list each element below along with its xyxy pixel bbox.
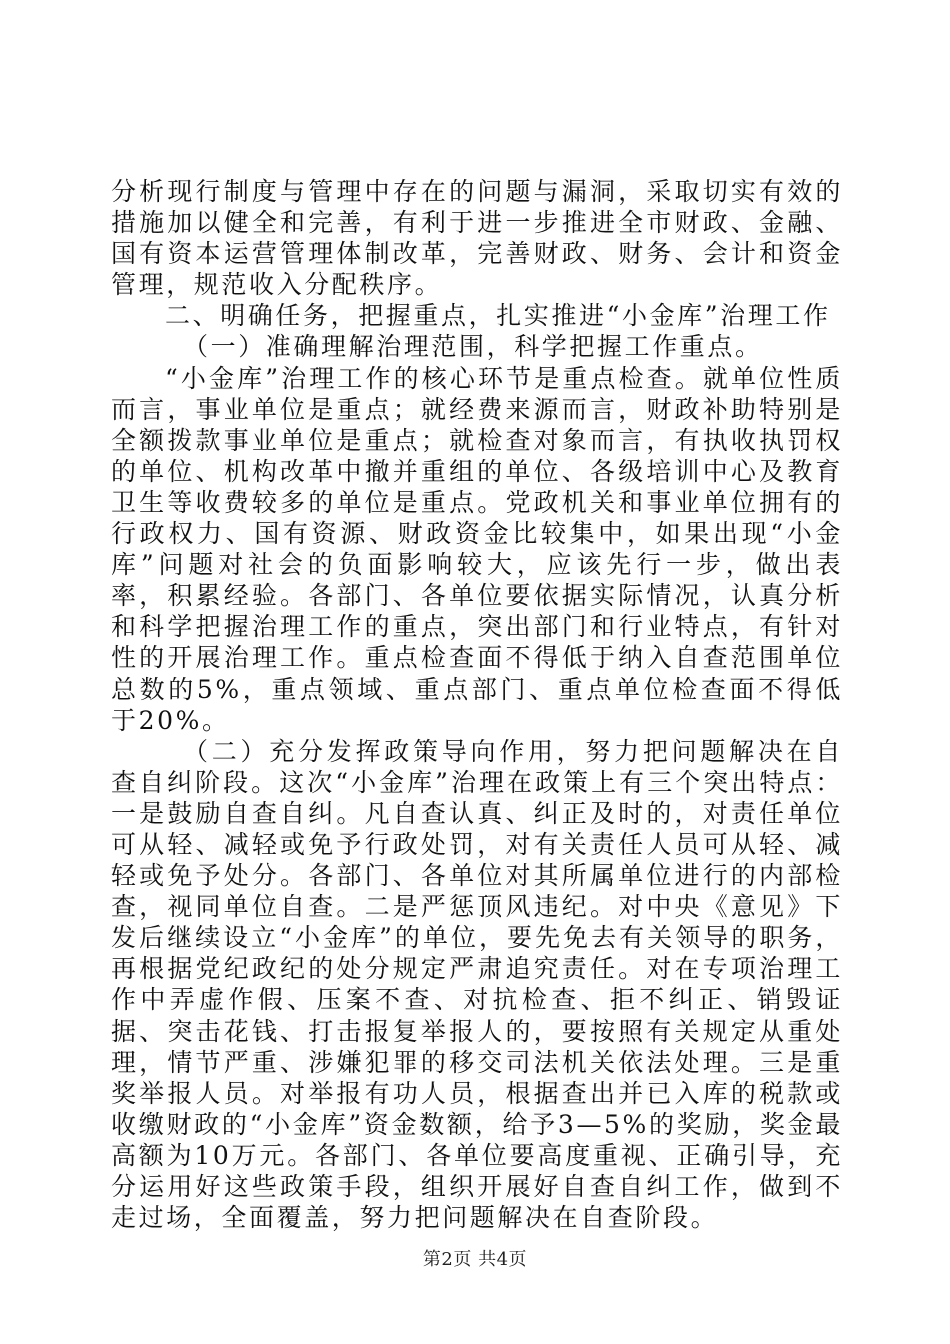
body-paragraph-continued: 分析现行制度与管理中存在的问题与漏洞，采取切实有效的措施加以健全和完善，有利于进一步推进全市财政、金融、国有资本运营管理体制改革，完善财政、财务、会计和资金管理，规范收入分配秩序。 — [111, 177, 843, 300]
body-paragraph-inspection-focus: “小金库”治理工作的核心环节是重点检查。就单位性质而言，事业单位是重点；就经费来源而言，财政补助特别是全额拨款事业单位是重点；就检查对象而言，有执收执罚权的单位、机构改革中撤并重组的单位、各级培训中心及教育卫生等收费较多的单位是重点。党政机关和事业单位拥有的行政权力、国有资源、财政资金比较集中，如果出现“小金库”问题对社会的负面影响较大，应该先行一步，做出表率，积累经验。各部门、各单位要依据实际情况，认真分析和科学把握治理工作的重点，突出部门和行业特点，有针对性的开展治理工作。重点检查面不得低于纳入自查范围单位总数的5%，重点领域、重点部门、重点单位检查面不得低于20%。 — [111, 363, 843, 735]
section-heading: 二、明确任务，把握重点，扎实推进“小金库”治理工作 — [165, 301, 831, 331]
body-paragraph-policy-guidance: （二）充分发挥政策导向作用，努力把问题解决在自查自纠阶段。这次“小金库”治理在政策上有三个突出特点：一是鼓励自查自纠。凡自查认真、纠正及时的，对责任单位可从轻、减轻或免予行政处罚，对有关责任人员可从轻、减轻或免予处分。各部门、各单位对其所属单位进行的内部检查，视同单位自查。二是严惩顶风违纪。对中央《意见》下发后继续设立“小金库”的单位，要先免去有关领导的职务，再根据党纪政纪的处分规定严肃追究责任。对在专项治理工作中弄虚作假、压案不查、对抗检查、拒不纠正、销毁证据、突击花钱、打击报复举报人的，要按照有关规定从重处理，情节严重、涉嫌犯罪的移交司法机关依法处理。三是重奖举报人员。对举报有功人员，根据查出并已入库的税款或收缴财政的“小金库”资金数额，给予3—5%的奖励，奖金最高额为10万元。各部门、各单位要高度重视、正确引导，充分运用好这些政策手段，组织开展好自查自纠工作，做到不走过场，全面覆盖，努力把问题解决在自查阶段。 — [111, 736, 843, 1233]
subsection-heading: （一）准确理解治理范围，科学把握工作重点。 — [183, 332, 763, 362]
page-number-footer: 第2页 共4页 — [422, 1249, 528, 1270]
document-body — [111, 176, 843, 1233]
